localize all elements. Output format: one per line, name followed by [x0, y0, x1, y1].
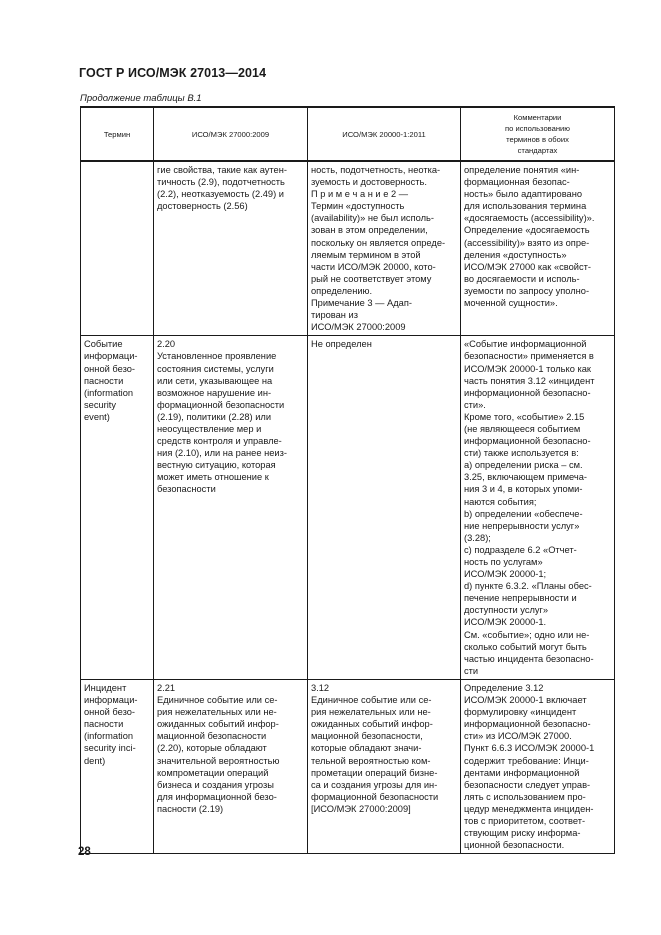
iso20000-cell: ность, подотчетность, неотка- зуемость и достоверность. П р и м е ч а н и е 2 — Термин «доступность (availability)» не был исполь- зован в этом определении, поскольку он является опреде- ляемым термином в этой части ИСО/МЭК 20000, кото- рый не соответствует этому определению. Примечание 3 — Адап- тирован из ИСО/МЭК 27000:2009 — [308, 161, 461, 336]
table-continuation-caption: Продолжение таблицы В.1 — [80, 93, 202, 104]
iso27000-cell: 2.21 Единичное событие или се- рия нежелательных или не- ожиданных событий инфор- мационной безопасности (2.20), которые обладают значительной вероятностью компрометации операций бизнеса и создания угрозы для информационной безо- пасности (2.19) — [154, 679, 308, 853]
table-row — [81, 336, 615, 680]
column-header-comments: Комментарии по использованию терминов в обоих стандартах — [461, 107, 615, 161]
table-row — [81, 679, 615, 853]
comments-cell: Определение 3.12 ИСО/МЭК 20000-1 включает формулировку «инцидент информационной безопасно- сти» из ИСО/МЭК 27000. Пункт 6.6.3 ИСО/МЭК 20000-1 содержит требование: Инци- дентами информационной безопасности следует управ- лять с использованием про- цедур менеджмента инциден- тов с приоритетом, соответ- ствующим риску информа- ционной безопасности. — [461, 679, 615, 853]
iso20000-cell: 3.12 Единичное событие или се- рия нежелательных или не- ожиданных событий инфор- мационной безопасности, которые обладают значи- тельной вероятностью ком- прометации операций бизне- са и создания угрозы для ин- формационной безопасности [ИСО/МЭК 27000:2009] — [308, 679, 461, 853]
term-cell — [81, 161, 154, 336]
document-title: ГОСТ Р ИСО/МЭК 27013—2014 — [79, 66, 267, 80]
column-header-term: Термин — [81, 107, 154, 161]
table-row — [81, 161, 615, 336]
terms-table — [80, 106, 615, 854]
column-header-iso27000: ИСО/МЭК 27000:2009 — [154, 107, 308, 161]
column-header-iso20000: ИСО/МЭК 20000-1:2011 — [308, 107, 461, 161]
table-header-row — [81, 107, 615, 161]
iso27000-cell: гие свойства, такие как аутен- тичность (2.9), подотчетность (2.2), неотказуемость (2.49) и достоверность (2.56) — [154, 161, 308, 336]
iso20000-cell: Не определен — [308, 336, 461, 680]
page-number: 28 — [78, 846, 91, 858]
comments-cell: определение понятия «ин- формационная безопас- ность» было адаптировано для использования термина «досягаемость (accessibility)». Определение «досягаемость (accessibility)» взято из опре- деления «доступность» ИСО/МЭК 27000 как «свойст- во досягаемости и исполь- зуемости по запросу уполно- моченной сущности». — [461, 161, 615, 336]
iso27000-cell: 2.20 Установленное проявление состояния системы, услуги или сети, указывающее на возможное нарушение ин- формационной безопасности (2.19), политики (2.28) или неосуществление мер и средств контроля и управле- ния (2.10), или на ранее неиз- вестную ситуацию, которая может иметь отношение к безопасности — [154, 336, 308, 680]
term-cell: Событие информаци- онной безо- пасности (information security event) — [81, 336, 154, 680]
comments-cell: «Событие информационной безопасности» применяется в ИСО/МЭК 20000-1 только как часть понятия 3.12 «инцидент информационной безопасно- сти». Кроме того, «событие» 2.15 (не являющееся событием информационной безопасно- сти) также используется в: а) определении риска – см. 3.25, включающем примеча- ния 3 и 4, в которых упоми- наются события; b) определении «обеспече- ние непрерывности услуг» (3.28); c) подразделе 6.2 «Отчет- ность по услугам» ИСО/МЭК 20000-1; d) пункте 6.3.2. «Планы обес- печение непрерывности и доступности услуг» ИСО/МЭК 20000-1. См. «событие»; одно или не- сколько событий могут быть частью инцидента безопасно- сти — [461, 336, 615, 680]
term-cell: Инцидент информаци- онной безо- пасности (information security inci- dent) — [81, 679, 154, 853]
